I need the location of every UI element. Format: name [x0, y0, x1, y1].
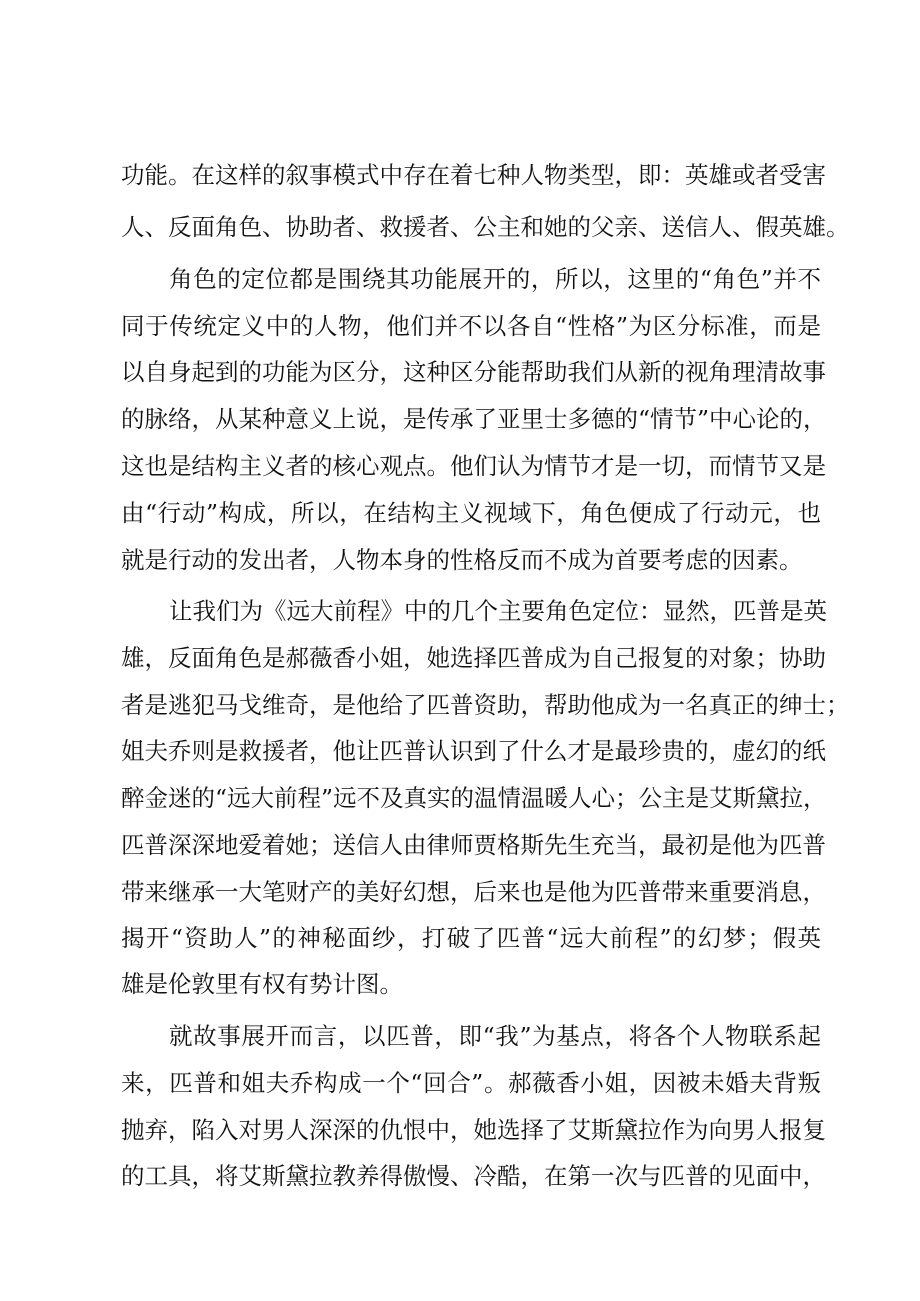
- text-line: 带来继承一大笔财产的美好幻想，后来也是他为匹普带来重要消息，: [121, 878, 826, 906]
- text-line: 抛弃，陷入对男人深深的仇恨中，她选择了艾斯黛拉作为向男人报复: [121, 1116, 826, 1144]
- text-line: 匹普深深地爱着她；送信人由律师贾格斯先生充当，最初是他为匹普: [121, 831, 826, 859]
- text-line: 醉金迷的“远大前程”远不及真实的温情温暖人心；公主是艾斯黛拉，: [121, 784, 827, 812]
- text-line: 这也是结构主义者的核心观点。他们认为情节才是一切，而情节又是: [121, 452, 826, 480]
- paragraph-first-line: 就故事展开而言，以匹普，即“我”为基点，将各个人物联系起: [169, 1022, 821, 1050]
- paragraph-last-line: 雄是伦敦里有权有势计图。: [121, 970, 403, 998]
- text-line: 的工具，将艾斯黛拉教养得傲慢、冷酷，在第一次与匹普的见面中，: [121, 1162, 826, 1190]
- text-line: 姐夫乔则是救援者，他让匹普认识到了什么才是最珍贵的，虚幻的纸: [121, 737, 826, 765]
- text-line: 揭开“资助人”的神秘面纱，打破了匹普“远大前程”的幻梦；假英: [121, 924, 821, 952]
- text-line: 者是逃犯马戈维奇，是他给了匹普资助，帮助他成为一名真正的绅士；: [121, 691, 850, 719]
- text-line: 由“行动”构成，所以，在结构主义视域下，角色便成了行动元，也: [121, 499, 821, 527]
- text-line: 来，匹普和姐夫乔构成一个“回合”。郝薇香小姐，因被未婚夫背叛: [121, 1069, 821, 1097]
- text-line: 同于传统定义中的人物，他们并不以各自“性格”为区分标准，而是: [121, 312, 821, 340]
- paragraph-last-line: 就是行动的发出者，人物本身的性格反而不成为首要考虑的因素。: [121, 546, 803, 574]
- text-line: 人、反面角色、协助者、救援者、公主和她的父亲、送信人、假英雄。: [121, 213, 850, 241]
- paragraph-first-line: 让我们为《远大前程》中的几个主要角色定位：显然，匹普是英: [169, 597, 827, 625]
- text-line: 的脉络，从某种意义上说，是传承了亚里士多德的“情节”中心论的，: [121, 405, 827, 433]
- text-line: 雄，反面角色是郝薇香小姐，她选择匹普成为自己报复的对象；协助: [121, 644, 826, 672]
- text-line: 以自身起到的功能为区分，这种区分能帮助我们从新的视角理清故事: [121, 358, 826, 386]
- paragraph-first-line: 角色的定位都是围绕其功能展开的，所以，这里的“角色”并不: [169, 265, 821, 293]
- text-line: 功能。在这样的叙事模式中存在着七种人物类型，即：英雄或者受害: [121, 161, 826, 189]
